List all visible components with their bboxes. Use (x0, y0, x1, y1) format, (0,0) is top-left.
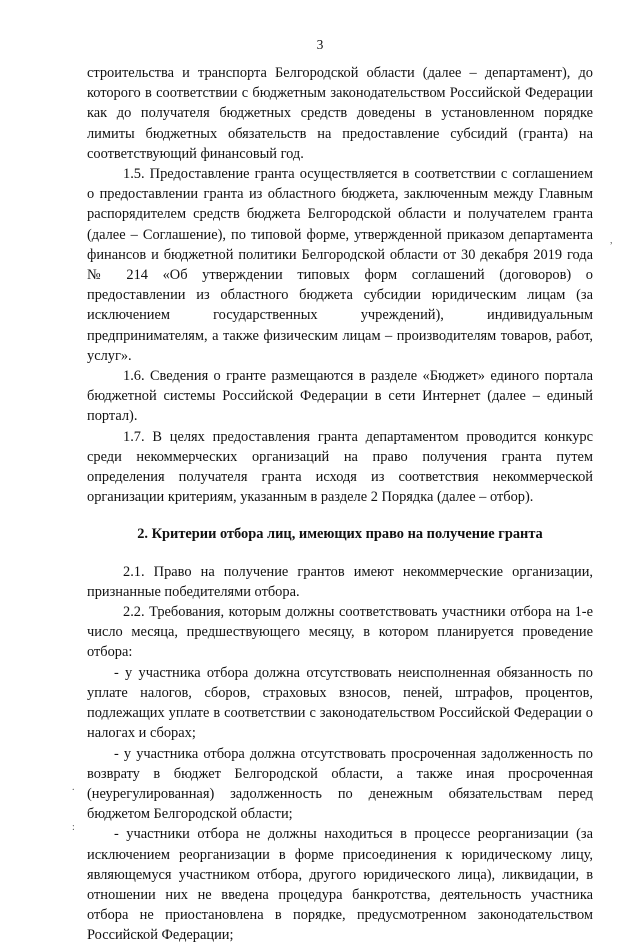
page-number: 3 (316, 37, 324, 52)
paragraph-1-6: 1.6. Сведения о гранте размещаются в разделе «Бюджет» единого портала бюджетной системы Российской Федерации в сети Интернет (далее – единый портал). (87, 368, 593, 425)
paragraph-1-7: 1.7. В целях предоставления гранта департаментом проводится конкурс среди некоммерческих организаций на право получения гранта путем определения получателя гранта исходя из соответствия некоммерческой организации критериям, указанным в разделе 2 Порядка (далее – отбор). (87, 428, 593, 506)
scan-artifact: : (72, 822, 75, 833)
paragraph-1-4-continuation: строительства и транспорта Белгородской области (далее – департамент), до которого в соответствии с бюджетным законодательством Российской Федерации как до получателя бюджетных средств доведены в установленном порядке лимиты бюджетных обязательств на предоставление субсидий (гранта) на соответствующий финансовый год. (87, 65, 593, 162)
scan-artifact: . (72, 782, 75, 793)
paragraph-1-5: 1.5. Предоставление гранта осуществляется в соответствии с соглашением о предоставлении гранта из областного бюджета, заключенным между Главным распорядителем средств бюджета Белгородской области и получателем гранта (далее – Соглашение), по типовой форме, утвержденной приказом департамента финансов и бюджетной политики Белгородской области от 30 декабря 2019 года № 214 «Об утверждении типовых форм соглашений (договоров) о предоставлении из областного бюджета субсидии юридическим лицам (за исключением государственных учреждений), индивидуальным предпринимателям, а также физическим лицам – производителям товаров, работ, услуг». (87, 166, 593, 364)
requirement-item: - у участника отбора должна отсутствовать неисполненная обязанность по уплате налогов, сборов, страховых взносов, пеней, штрафов, процентов, подлежащих уплате в соответствии с законодательством Российской Федерации о налогах и сборах; (87, 664, 593, 742)
document-body (87, 63, 593, 946)
section-2-heading: 2. Критерии отбора лиц, имеющих право на получение гранта (137, 526, 543, 543)
paragraph-2-2: 2.2. Требования, которым должны соответствовать участники отбора на 1-е число месяца, предшествующего месяцу, в котором планируется проведение отбора: (87, 604, 593, 661)
requirement-item: - участники отбора не должны находиться в процессе реорганизации (за исключением реорганизации в форме присоединения к юридическому лицу, являющемуся участником отбора, другого юридического лица), ликвидации, в отношении них не введена процедура банкротства, деятельность участника отбора не приостановлена в порядке, предусмотренном законодательством Российской Федерации; (87, 826, 593, 944)
scan-artifact: , (610, 235, 613, 246)
requirement-item: - у участника отбора должна отсутствовать просроченная задолженность по возврату в бюджет Белгородской области, а также иная просроченная (неурегулированная) задолженность по денежным обязательствам перед бюджетом Белгородской области; (87, 745, 593, 823)
paragraph-2-1: 2.1. Право на получение грантов имеют некоммерческие организации, признанные победителями отбора. (87, 563, 593, 600)
